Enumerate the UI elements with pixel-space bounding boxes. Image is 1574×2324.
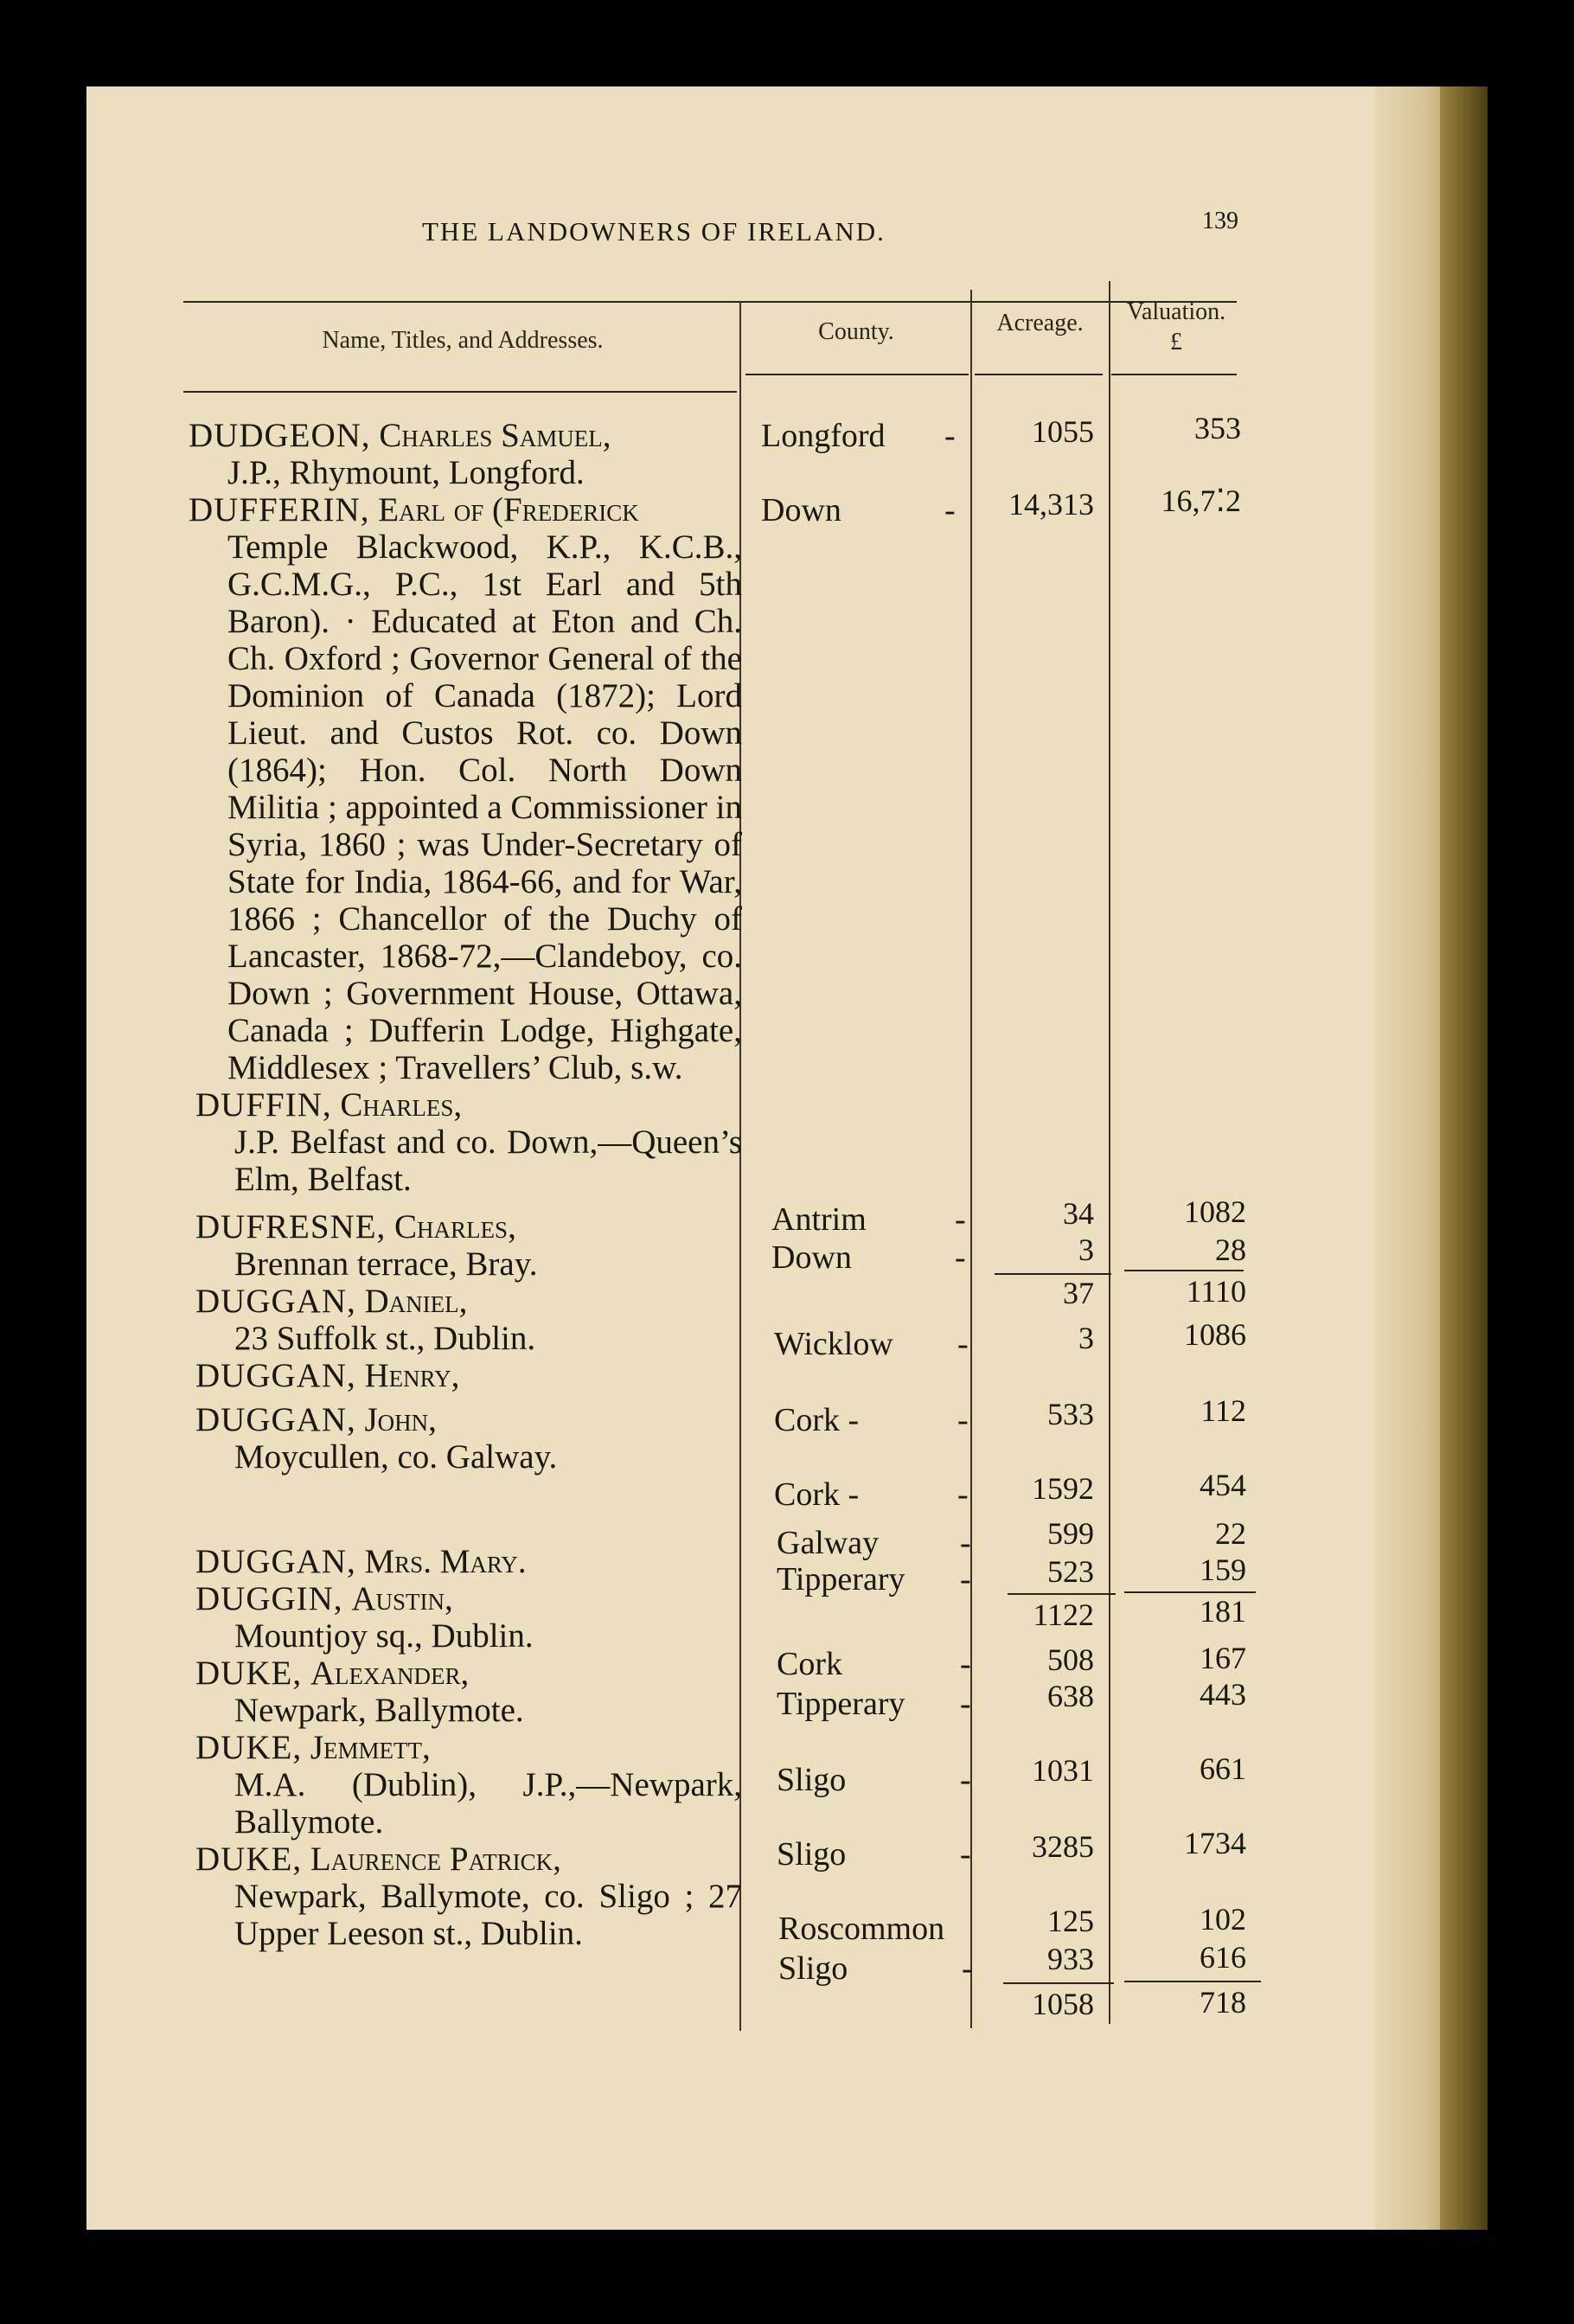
county-cell	[771, 1239, 979, 1277]
acreage-cell: 638	[1047, 1679, 1094, 1713]
valuation-cell: 353	[1194, 411, 1241, 445]
valuation-cell: 102	[1200, 1902, 1246, 1937]
acreage-cell: 533	[1047, 1397, 1094, 1431]
sum-rule-valuation	[1124, 1270, 1244, 1271]
county-cell	[777, 1835, 984, 1873]
acreage-cell: 1592	[1032, 1471, 1094, 1506]
valuation-cell: 16,7⁚2	[1161, 483, 1241, 518]
acreage-total: 1058	[1032, 1987, 1094, 2021]
valuation-cell: 1082	[1184, 1194, 1246, 1229]
valuation-cell: 1734	[1184, 1826, 1246, 1860]
header-bottom-rule-county	[745, 374, 969, 375]
acreage-cell: 14,313	[1008, 487, 1094, 522]
valuation-total: 181	[1200, 1594, 1246, 1629]
county-name: Cork -	[774, 1402, 860, 1438]
entry	[189, 1543, 742, 1580]
entry-surname: DUDGEON,	[189, 417, 371, 454]
acreage-cell: 125	[1047, 1904, 1094, 1938]
header-bottom-rule-name	[183, 391, 737, 393]
county-dash: -	[960, 1525, 971, 1561]
column-header-county: County.	[818, 318, 894, 345]
entry-details: Temple Blackwood, K.P., K.C.B., G.C.M.G., P.C., 1st Earl and 5th Baron). · Educated at Eton and Ch. Ch. Oxford ; Governor General of the Dominion of Canada (1872); Lord Lieut. and Custos Rot. co. Down (1864); Hon. Col. North Down Militia ; appointed a Commissioner in Syria, 1860 ; was Under-Secretary of State for India, 1864-66, and for War, 1866 ; Chancellor of the Duchy of Lancaster, 1868-72,—Clandeboy, co. Down ; Government House, Ottawa, Canada ; Dufferin Lodge, Highgate, Middlesex ; Travellers’ Club, s.w.	[227, 528, 742, 1086]
entry-details: Moycullen, co. Galway.	[234, 1438, 558, 1476]
county-name: Roscommon	[778, 1911, 945, 1947]
acreage-total: 1122	[1033, 1597, 1094, 1632]
entry-details: Newpark, Ballymote, co. Sligo ; 27 Upper Leeson st., Dublin.	[234, 1878, 742, 1952]
acreage-cell: 1031	[1032, 1753, 1094, 1788]
county-name: Tipperary	[777, 1686, 905, 1722]
entry	[189, 1208, 742, 1283]
entry-given-name: Henry,	[364, 1357, 460, 1394]
county-cell	[777, 1685, 984, 1723]
county-name: Sligo	[777, 1836, 847, 1873]
entry-surname: DUGGAN,	[195, 1543, 356, 1580]
entry-given-name: Charles,	[394, 1208, 516, 1245]
entry-given-name: Laurence Patrick,	[310, 1841, 561, 1878]
county-name: Cork -	[774, 1476, 860, 1513]
acreage-cell: 1055	[1032, 414, 1094, 449]
acreage-cell: 3285	[1032, 1829, 1094, 1864]
acreage-total: 37	[1063, 1276, 1094, 1310]
entry-surname: DUKE,	[195, 1655, 303, 1692]
county-cell	[774, 1325, 982, 1363]
county-name: Antrim	[771, 1201, 867, 1238]
county-name: Cork	[777, 1646, 842, 1682]
entry	[189, 1086, 742, 1198]
county-name: Sligo	[778, 1950, 848, 1987]
valuation-cell: 22	[1215, 1516, 1246, 1551]
county-cell	[777, 1645, 984, 1683]
county-dash: -	[955, 1239, 966, 1276]
entry	[189, 1357, 742, 1394]
county-dash: -	[955, 1201, 966, 1238]
county-dash: -	[960, 1686, 971, 1722]
running-title: THE LANDOWNERS OF IRELAND.	[422, 216, 886, 246]
county-cell	[761, 491, 969, 529]
county-dash: -	[962, 1950, 973, 1987]
book-spine-edge	[1440, 86, 1488, 2230]
valuation-cell: 167	[1200, 1641, 1246, 1675]
entry-given-name: Austin,	[351, 1580, 453, 1617]
name-column	[189, 417, 742, 1952]
county-cell	[774, 1401, 982, 1439]
acreage-cell: 3	[1078, 1232, 1094, 1267]
county-name: Wicklow	[774, 1326, 893, 1362]
entry-details: Newpark, Ballymote.	[234, 1692, 524, 1729]
entry	[189, 1841, 742, 1952]
county-name: Down	[761, 492, 841, 528]
entry-details: J.P. Belfast and co. Down,—Queen’s Elm, Belfast.	[234, 1124, 742, 1198]
column-header-valuation: Valuation.	[1126, 298, 1226, 325]
valuation-cell: 1086	[1184, 1317, 1246, 1352]
entry-details: 23 Suffolk st., Dublin.	[234, 1320, 536, 1357]
entry-details: Mountjoy sq., Dublin.	[234, 1617, 534, 1655]
county-name: Tipperary	[777, 1561, 905, 1597]
county-cell	[771, 1200, 979, 1239]
county-dash: -	[960, 1646, 971, 1682]
county-dash: -	[944, 418, 956, 454]
county-cell	[777, 1560, 984, 1598]
valuation-total: 718	[1200, 1985, 1246, 2020]
entry	[189, 1401, 742, 1476]
county-dash: -	[957, 1326, 969, 1362]
entry	[189, 1283, 742, 1357]
column-header-acreage: Acreage.	[996, 310, 1084, 336]
entry-surname: DUKE,	[195, 1841, 303, 1878]
county-cell	[777, 1524, 984, 1562]
valuation-cell: 661	[1200, 1751, 1246, 1786]
acreage-cell: 599	[1047, 1516, 1094, 1551]
page-number: 139	[1202, 208, 1238, 234]
entry-given-name: Charles,	[340, 1086, 463, 1124]
header-bottom-rule-valuation	[1111, 374, 1237, 375]
entry	[189, 417, 742, 491]
county-cell	[778, 1949, 986, 1988]
entry-given-name: Earl of (Frederick	[378, 491, 639, 528]
entry-given-name: Daniel,	[364, 1283, 468, 1320]
acreage-cell: 3	[1078, 1321, 1094, 1355]
county-cell	[774, 1476, 982, 1514]
entry-given-name: Jemmett,	[310, 1729, 431, 1766]
county-dash: -	[957, 1476, 969, 1513]
entry-details: M.A. (Dublin), J.P.,—Newpark, Ballymote.	[234, 1766, 742, 1841]
acreage-cell: 523	[1047, 1554, 1094, 1589]
entry	[189, 1580, 742, 1655]
entry-details: Brennan terrace, Bray.	[234, 1245, 538, 1283]
county-dash: -	[960, 1836, 971, 1873]
divider-acreage-valuation	[1109, 281, 1110, 2024]
column-header-name: Name, Titles, and Addresses.	[322, 327, 604, 354]
column-header-valuation-unit: £	[1170, 329, 1182, 355]
entry-given-name: Charles Samuel,	[379, 417, 611, 454]
county-dash: -	[960, 1762, 971, 1798]
entry-surname: DUFFIN,	[195, 1086, 332, 1124]
valuation-cell: 112	[1200, 1393, 1246, 1428]
entry	[189, 491, 742, 1086]
entry	[189, 1729, 742, 1841]
valuation-cell: 28	[1215, 1232, 1246, 1267]
sum-rule-acreage	[1008, 1593, 1116, 1595]
valuation-cell: 159	[1200, 1553, 1246, 1587]
acreage-cell: 508	[1047, 1642, 1094, 1677]
county-cell	[778, 1910, 986, 1948]
entry-surname: DUKE,	[195, 1729, 303, 1766]
entry-surname: DUFFERIN,	[189, 491, 370, 528]
entry-given-name: Alexander,	[310, 1655, 470, 1692]
sum-rule-acreage	[1003, 1982, 1114, 1984]
county-dash: -	[960, 1561, 971, 1597]
county-dash: -	[957, 1402, 969, 1438]
entry-given-name: Mrs. Mary.	[364, 1543, 527, 1580]
valuation-cell: 443	[1200, 1677, 1246, 1712]
entry	[189, 1655, 742, 1729]
header-top-rule	[183, 301, 1237, 303]
county-name: Down	[771, 1239, 852, 1276]
acreage-cell: 933	[1047, 1942, 1094, 1976]
county-name: Longford	[761, 418, 886, 454]
county-cell	[777, 1761, 984, 1799]
valuation-cell: 454	[1200, 1468, 1246, 1502]
header-bottom-rule-acreage	[975, 374, 1103, 375]
entry-surname: DUFRESNE,	[195, 1208, 387, 1245]
entry-surname: DUGGAN,	[195, 1283, 356, 1320]
sum-rule-valuation	[1124, 1981, 1261, 1982]
valuation-total: 1110	[1186, 1274, 1246, 1309]
valuation-cell: 616	[1200, 1940, 1246, 1975]
county-cell	[761, 417, 969, 455]
county-name: Sligo	[777, 1762, 847, 1798]
acreage-cell: 34	[1063, 1196, 1094, 1231]
county-name: Galway	[777, 1525, 880, 1561]
entry-surname: DUGGAN,	[195, 1357, 356, 1394]
entry-given-name: John,	[364, 1401, 437, 1438]
entry-surname: DUGGAN,	[195, 1401, 356, 1438]
entry-details: J.P., Rhymount, Longford.	[227, 454, 585, 491]
county-dash: -	[944, 492, 956, 528]
entry-surname: DUGGIN,	[195, 1580, 343, 1617]
